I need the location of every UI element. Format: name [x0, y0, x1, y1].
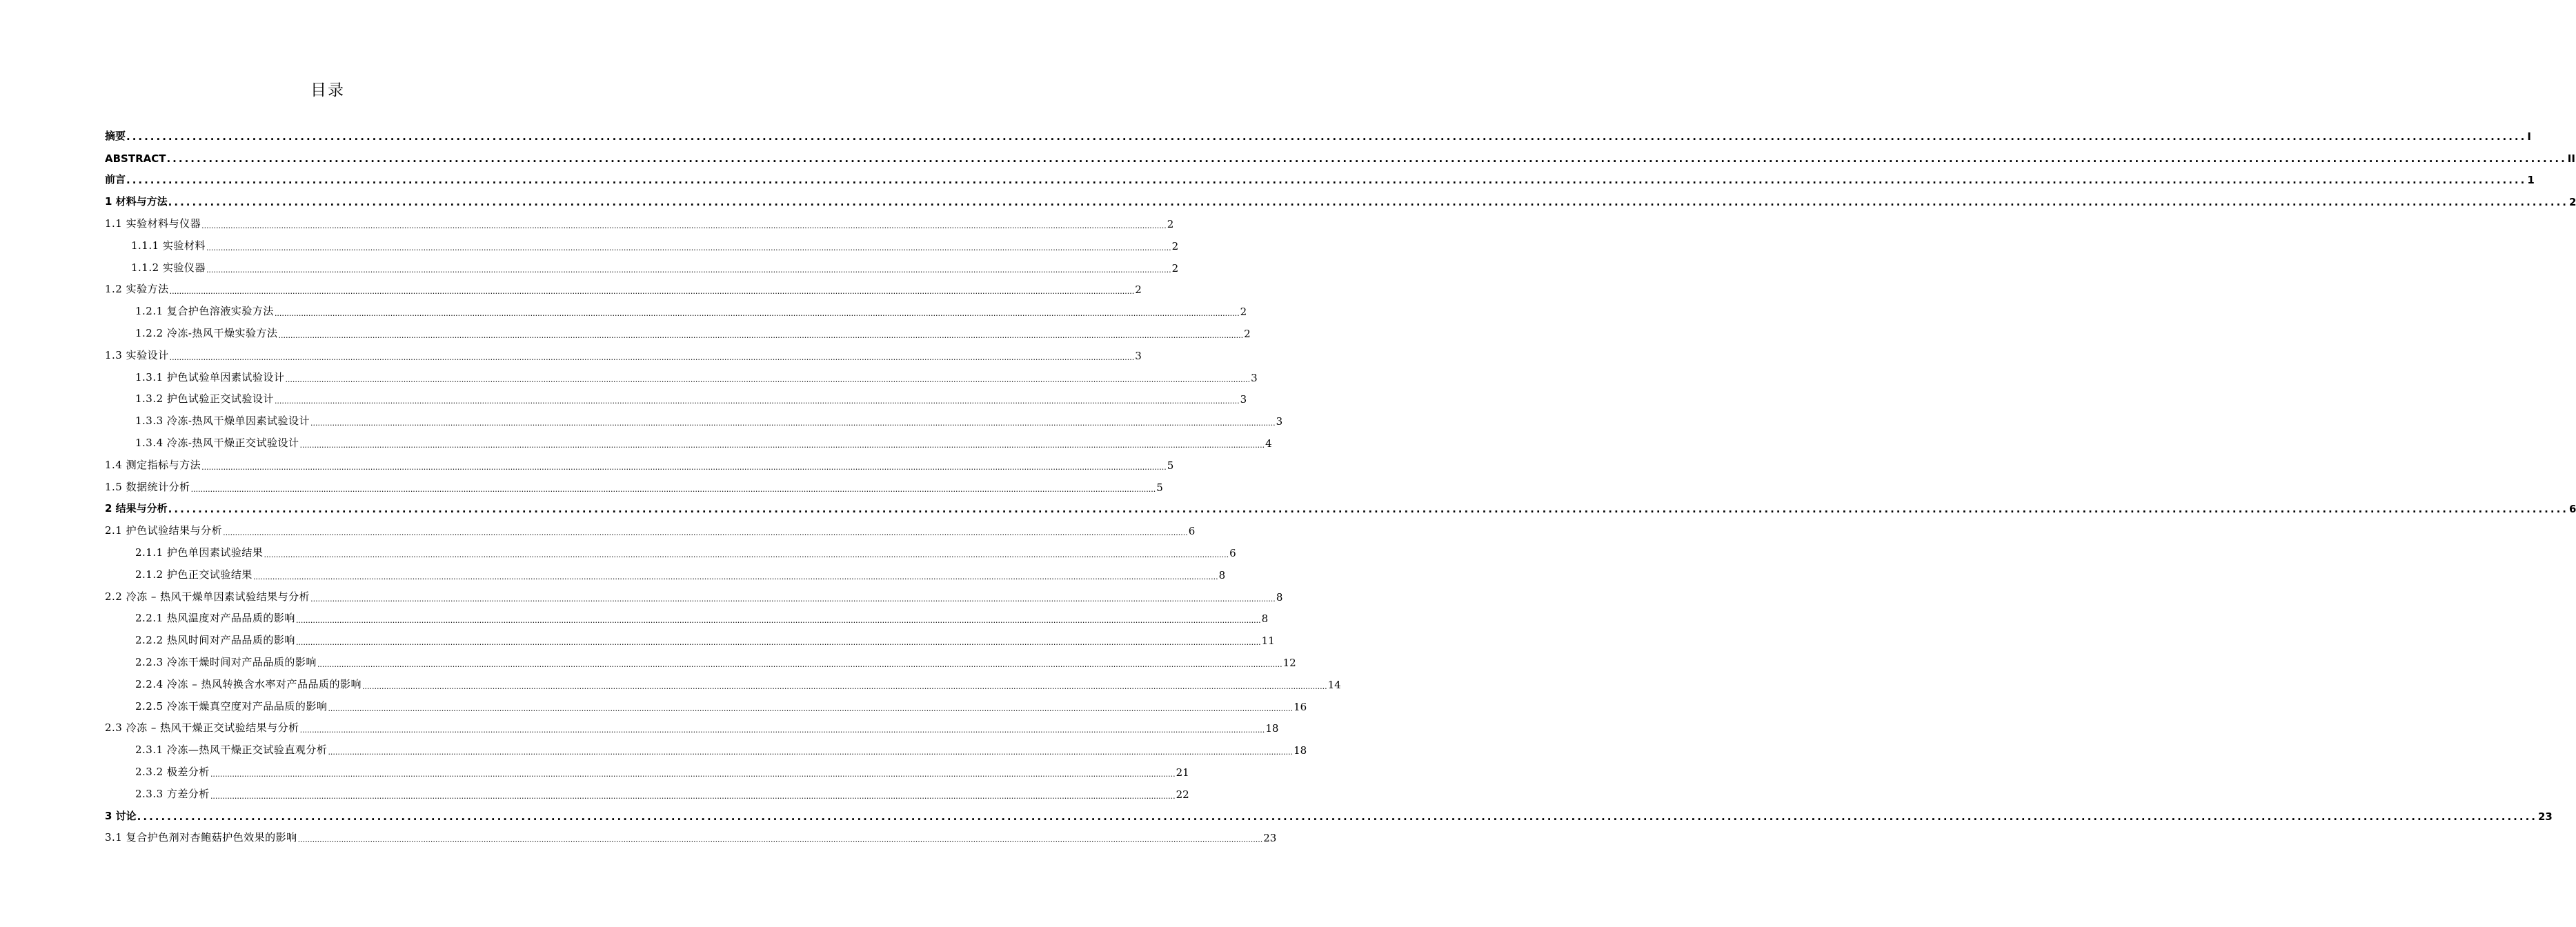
- toc-dot-leader: ................................................................................................................................................................................................................................................................................................................................................................................................................: [206, 265, 1171, 275]
- toc-dot-leader: ................................................................................................................................................................................................................................................................................................................................................................................................................: [168, 503, 2568, 516]
- toc-entry-page: 2: [1244, 327, 1251, 340]
- toc-dot-leader: ................................................................................................................................................................................................................................................................................................................................................................................................................: [166, 152, 2567, 165]
- toc-entry-page: 5: [1167, 459, 1174, 472]
- toc-entry-page: 23: [1263, 832, 1277, 845]
- toc-entry-page: 22: [1176, 788, 1189, 801]
- toc-entry-title: 2.2 冷冻 – 热风干燥单因素试验结果与分析: [105, 590, 310, 603]
- toc-entry[interactable]: [105, 737, 1307, 759]
- toc-entry-page: 6: [2568, 503, 2576, 516]
- toc-dot-leader: ................................................................................................................................................................................................................................................................................................................................................................................................................: [252, 572, 1218, 581]
- toc-entry-page: 2: [1135, 283, 1142, 297]
- toc-entry-page: 3: [1135, 349, 1142, 362]
- toc-entry[interactable]: [105, 232, 1179, 255]
- toc-dot-leader: ................................................................................................................................................................................................................................................................................................................................................................................................................: [285, 375, 1251, 384]
- toc-entry-page: 2: [1240, 306, 1247, 319]
- toc-dot-leader: ................................................................................................................................................................................................................................................................................................................................................................................................................: [190, 484, 1156, 494]
- toc-entry-title: 1.5 数据统计分析: [105, 480, 190, 493]
- toc-dot-leader: ................................................................................................................................................................................................................................................................................................................................................................................................................: [264, 550, 1229, 559]
- toc-entry-title: 2.2.1 热风温度对产品品质的影响: [135, 612, 295, 625]
- toc-entry-title: 1.2.1 复合护色溶液实验方法: [135, 305, 274, 318]
- toc-entry-page: 14: [1327, 678, 1341, 691]
- toc-dot-leader: ................................................................................................................................................................................................................................................................................................................................................................................................................: [168, 196, 2568, 209]
- toc-entry-title: 2.3.3 方差分析: [135, 787, 210, 800]
- toc-dot-leader: ................................................................................................................................................................................................................................................................................................................................................................................................................: [297, 835, 1263, 845]
- toc-entry-title: 2.2.5 冷冻干燥真空度对产品品质的影响: [135, 699, 328, 712]
- toc-entry-page: 11: [1261, 635, 1275, 648]
- toc-entry[interactable]: [105, 759, 1189, 781]
- toc-entry-page: 8: [1261, 612, 1269, 626]
- toc-entry[interactable]: [105, 452, 1174, 474]
- toc-entry-title: 1.2 实验方法: [105, 283, 169, 296]
- toc-entry-page: 8: [1276, 590, 1283, 604]
- toc-dot-leader: ................................................................................................................................................................................................................................................................................................................................................................................................................: [210, 791, 1176, 801]
- toc-entry[interactable]: [105, 298, 1247, 320]
- toc-entry-title: 3.1 复合护色剂对杏鲍菇护色效果的影响: [105, 831, 297, 844]
- toc-entry-page: 2: [1171, 239, 1179, 252]
- toc-entry-page: 5: [1156, 481, 1163, 494]
- toc-dot-leader: ................................................................................................................................................................................................................................................................................................................................................................................................................: [169, 352, 1135, 362]
- toc-entry[interactable]: [105, 188, 2576, 210]
- toc-entry-title: 1 材料与方法: [105, 195, 168, 208]
- toc-entry[interactable]: [105, 320, 1251, 342]
- toc-entry[interactable]: [105, 649, 1296, 671]
- toc-entry[interactable]: [105, 430, 1272, 452]
- toc-entry-page: 4: [1265, 437, 1272, 450]
- toc-entry-page: 2: [1167, 217, 1174, 230]
- toc-entry-title: 2 结果与分析: [105, 502, 168, 515]
- toc-entry-page: I: [2527, 130, 2531, 143]
- toc-entry-page: 8: [1218, 568, 1226, 581]
- toc-entry[interactable]: [105, 825, 1277, 847]
- toc-entry[interactable]: [105, 606, 1269, 628]
- toc-entry[interactable]: [105, 474, 1163, 496]
- toc-entry-title: 2.1.2 护色正交试验结果: [135, 568, 252, 581]
- toc-dot-leader: ................................................................................................................................................................................................................................................................................................................................................................................................................: [126, 174, 2527, 187]
- toc-entry[interactable]: [105, 364, 1258, 386]
- toc-dot-leader: ................................................................................................................................................................................................................................................................................................................................................................................................................: [310, 419, 1276, 428]
- table-of-contents: [105, 123, 2576, 846]
- toc-entry-page: 3: [1276, 415, 1283, 428]
- toc-entry-page: 12: [1282, 656, 1296, 669]
- toc-dot-leader: ................................................................................................................................................................................................................................................................................................................................................................................................................: [274, 397, 1240, 406]
- toc-entry-title: ABSTRACT: [105, 152, 166, 165]
- toc-entry[interactable]: [105, 386, 1247, 408]
- toc-entry-title: 2.2.4 冷冻 – 热风转换含水率对产品品质的影响: [135, 677, 361, 690]
- toc-dot-leader: ................................................................................................................................................................................................................................................................................................................................................................................................................: [361, 681, 1327, 691]
- toc-dot-leader: ................................................................................................................................................................................................................................................................................................................................................................................................................: [223, 528, 1188, 538]
- toc-entry[interactable]: [105, 803, 2553, 825]
- toc-entry-title: 1.3.4 冷冻-热风干燥正交试验设计: [135, 436, 299, 449]
- toc-entry-title: 2.3.2 极差分析: [135, 765, 210, 778]
- toc-entry-title: 1.3.3 冷冻-热风干燥单因素试验设计: [135, 415, 310, 428]
- toc-entry[interactable]: [105, 584, 1283, 606]
- toc-dot-leader: ................................................................................................................................................................................................................................................................................................................................................................................................................: [310, 594, 1276, 604]
- toc-entry-page: 2: [1171, 261, 1179, 275]
- toc-entry[interactable]: [105, 561, 1226, 584]
- toc-entry[interactable]: [105, 123, 2531, 145]
- toc-entry[interactable]: [105, 496, 2576, 518]
- toc-entry[interactable]: [105, 539, 1236, 561]
- toc-entry[interactable]: [105, 627, 1275, 649]
- toc-dot-leader: ................................................................................................................................................................................................................................................................................................................................................................................................................: [201, 462, 1167, 472]
- toc-entry-page: 21: [1176, 766, 1189, 779]
- toc-entry-title: 1.3.1 护色试验单因素试验设计: [135, 370, 285, 383]
- toc-entry[interactable]: [105, 781, 1189, 803]
- toc-entry-page: 18: [1294, 744, 1307, 757]
- toc-entry[interactable]: [105, 167, 2535, 189]
- toc-dot-leader: ................................................................................................................................................................................................................................................................................................................................................................................................................: [169, 287, 1135, 297]
- toc-entry-page: 18: [1265, 722, 1279, 735]
- toc-dot-leader: ................................................................................................................................................................................................................................................................................................................................................................................................................: [299, 726, 1265, 735]
- toc-entry[interactable]: [105, 693, 1307, 715]
- toc-entry-title: 1.1.2 实验仪器: [131, 261, 206, 274]
- page-title: 目录: [310, 81, 345, 99]
- toc-entry-title: 摘要: [105, 129, 126, 142]
- toc-entry-title: 1.3.2 护色试验正交试验设计: [135, 392, 274, 406]
- toc-entry-title: 2.3 冷冻 – 热风干燥正交试验结果与分析: [105, 721, 299, 735]
- toc-entry[interactable]: [105, 342, 1142, 364]
- toc-dot-leader: ................................................................................................................................................................................................................................................................................................................................................................................................................: [210, 769, 1176, 779]
- toc-dot-leader: ................................................................................................................................................................................................................................................................................................................................................................................................................: [328, 704, 1294, 713]
- toc-dot-leader: ................................................................................................................................................................................................................................................................................................................................................................................................................: [317, 659, 1282, 669]
- toc-dot-leader: ................................................................................................................................................................................................................................................................................................................................................................................................................: [126, 130, 2527, 143]
- toc-entry-title: 2.1.1 护色单因素试验结果: [135, 546, 264, 559]
- toc-entry-title: 3 讨论: [105, 809, 137, 822]
- toc-entry-page: 6: [1188, 525, 1196, 538]
- toc-entry-title: 2.2.2 热风时间对产品品质的影响: [135, 634, 295, 647]
- toc-entry-title: 2.1 护色试验结果与分析: [105, 524, 223, 537]
- toc-entry[interactable]: [105, 255, 1179, 277]
- toc-dot-leader: ................................................................................................................................................................................................................................................................................................................................................................................................................: [278, 330, 1244, 340]
- toc-entry[interactable]: [105, 408, 1283, 430]
- toc-entry-page: 16: [1294, 700, 1307, 713]
- toc-entry-title: 1.2.2 冷冻-热风干燥实验方法: [135, 326, 278, 339]
- toc-entry-page: 2: [2568, 196, 2576, 209]
- toc-entry-page: 3: [1240, 393, 1247, 406]
- toc-entry[interactable]: [105, 517, 1196, 539]
- toc-entry-page: 23: [2537, 810, 2553, 823]
- toc-dot-leader: ................................................................................................................................................................................................................................................................................................................................................................................................................: [295, 638, 1261, 648]
- toc-entry-title: 1.1 实验材料与仪器: [105, 217, 201, 230]
- toc-entry-title: 2.2.3 冷冻干燥时间对产品品质的影响: [135, 655, 317, 668]
- toc-entry[interactable]: [105, 671, 1341, 693]
- toc-entry[interactable]: [105, 145, 2575, 167]
- toc-dot-leader: ................................................................................................................................................................................................................................................................................................................................................................................................................: [295, 616, 1261, 626]
- toc-entry-title: 前言: [105, 173, 126, 186]
- toc-entry[interactable]: [105, 277, 1142, 299]
- toc-entry[interactable]: [105, 715, 1279, 737]
- toc-dot-leader: ................................................................................................................................................................................................................................................................................................................................................................................................................: [206, 243, 1171, 252]
- toc-dot-leader: ................................................................................................................................................................................................................................................................................................................................................................................................................: [328, 748, 1294, 757]
- toc-dot-leader: ................................................................................................................................................................................................................................................................................................................................................................................................................: [201, 221, 1167, 230]
- toc-dot-leader: ................................................................................................................................................................................................................................................................................................................................................................................................................: [299, 440, 1265, 450]
- toc-entry-title: 1.3 实验设计: [105, 348, 169, 361]
- toc-entry[interactable]: [105, 210, 1174, 232]
- toc-entry-page: 1: [2527, 174, 2535, 187]
- toc-entry-title: 1.4 测定指标与方法: [105, 458, 201, 471]
- toc-entry-page: 6: [1229, 546, 1236, 559]
- toc-dot-leader: ................................................................................................................................................................................................................................................................................................................................................................................................................: [137, 810, 2537, 823]
- toc-entry-title: 2.3.1 冷冻—热风干燥正交试验直观分析: [135, 744, 328, 757]
- toc-entry-title: 1.1.1 实验材料: [131, 239, 206, 252]
- toc-entry-page: II: [2567, 152, 2575, 165]
- toc-dot-leader: ................................................................................................................................................................................................................................................................................................................................................................................................................: [274, 309, 1240, 319]
- toc-entry-page: 3: [1251, 371, 1258, 384]
